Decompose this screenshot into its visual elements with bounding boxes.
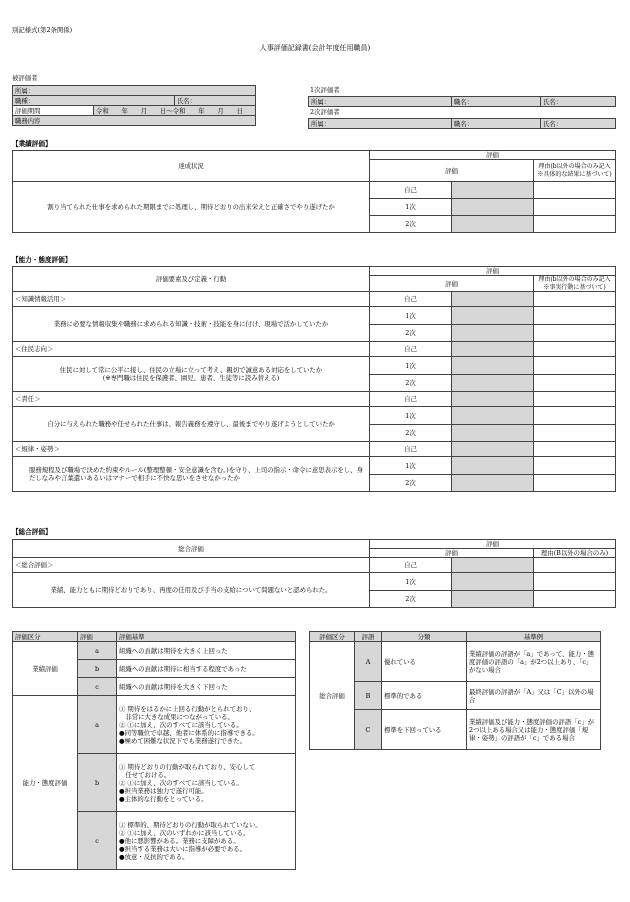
- row-self: 自己: [370, 442, 452, 457]
- h-standard: 評価基準: [117, 632, 296, 642]
- abil-category: 能力・態度評価: [13, 696, 78, 870]
- standard-line: ●担当する業務は大いに指導が必要である。: [119, 844, 246, 853]
- row-second: 2次: [370, 425, 452, 442]
- reason-second[interactable]: [534, 591, 616, 608]
- overall-section-title: 【総合評価】: [12, 528, 52, 536]
- second-evaluator-name[interactable]: 氏名：: [541, 119, 616, 129]
- standard-line: ② ①に加え、次のいずれかに該当している。: [119, 828, 250, 837]
- row-first: 1次: [370, 407, 452, 425]
- reason-second[interactable]: [534, 216, 616, 233]
- h-category: 評価区分: [13, 632, 78, 642]
- item-text: 服務規程及び職場で決めた約束やルール(整理整頓・安全意識を含む。)を守り、上司の指示・命令に意思表示をし、身だしなみや言葉遣いあるいはマナーで相手に不快な思いをさせなかったか: [13, 457, 370, 492]
- perf-category: 業績評価: [13, 642, 78, 696]
- row-first: 1次: [370, 573, 452, 591]
- rating-second[interactable]: [452, 475, 534, 492]
- abil-standard-c: [117, 812, 296, 870]
- col-reason: 理由(b以外の場合のみ記入 ※事実行動に基づいて): [534, 276, 616, 292]
- col-overall: 総合評価: [13, 540, 370, 558]
- row-second: 2次: [370, 216, 452, 233]
- rating-second[interactable]: [452, 375, 534, 392]
- reason-self[interactable]: [534, 342, 616, 357]
- row-second: 2次: [370, 375, 452, 392]
- row-first: 1次: [370, 199, 452, 216]
- first-evaluator-name[interactable]: 氏名：: [541, 97, 616, 107]
- item-text: 業務に必要な情報収集や職務に求められる知識・技術・技能を身に付け、現場で活かしていたか: [13, 307, 370, 342]
- standard-line: ●担当業務は独力で遂行可能。: [119, 786, 208, 795]
- first-evaluator-position[interactable]: 職名：: [452, 97, 541, 107]
- h-category: 評価区分: [310, 632, 355, 642]
- second-evaluator-affiliation[interactable]: 所属：: [309, 119, 452, 129]
- standard-line: ② ①に加え、次のすべてに該当している。: [119, 778, 243, 787]
- criteria-right-table: [309, 631, 601, 750]
- row-first: 1次: [370, 357, 452, 375]
- criteria-left-table: [12, 631, 296, 870]
- h-rating: 評語: [355, 632, 382, 642]
- perf-rating-b: b: [78, 660, 117, 678]
- col-eval: 評価: [370, 540, 616, 549]
- reason-self[interactable]: [534, 442, 616, 457]
- perf-standard-b: 組織への貢献は期待に相当する程度であった: [117, 660, 296, 678]
- ability-section-title: 【能力・態度評価】: [12, 256, 72, 264]
- standard-line: 非常に大きな成果につながっている。: [119, 712, 234, 721]
- first-evaluator-table: [308, 96, 616, 107]
- rating-first[interactable]: [452, 573, 534, 591]
- row-self: 自己: [370, 392, 452, 407]
- reason-first[interactable]: [534, 407, 616, 425]
- rating-self[interactable]: [452, 392, 534, 407]
- standard-line: ●主体的な行動をとっている。: [119, 794, 208, 803]
- evaluatee-position[interactable]: 職種：: [13, 96, 175, 106]
- abil-standard-b: [117, 754, 296, 812]
- second-evaluator-position[interactable]: 職名：: [452, 119, 541, 129]
- overall-example-b: 最終評価の評語が「A」又は「C」以外の場合: [467, 682, 601, 710]
- reason-self[interactable]: [534, 292, 616, 307]
- row-self: 自己: [370, 292, 452, 307]
- perf-rating-c: c: [78, 678, 117, 696]
- reason-first[interactable]: [534, 573, 616, 591]
- evaluatee-name[interactable]: 氏名：: [175, 96, 256, 106]
- reason-first[interactable]: [534, 357, 616, 375]
- rating-self[interactable]: [452, 558, 534, 573]
- abil-rating-b: b: [78, 754, 117, 812]
- row-first: 1次: [370, 457, 452, 475]
- item-name: ＜責任＞: [13, 392, 370, 407]
- standard-line: ② ①に加え、次のすべてに該当している。: [119, 720, 243, 729]
- col-rating: 評価: [370, 549, 534, 558]
- reason-first[interactable]: [534, 307, 616, 325]
- rating-self[interactable]: [452, 442, 534, 457]
- col-criteria: 評価要素及び定義・行動: [13, 267, 370, 292]
- row-second: 2次: [370, 591, 452, 608]
- standard-line: ① 期待どおりの行動が取られており、安心して: [119, 762, 256, 771]
- overall-table: [12, 539, 616, 608]
- reason-first[interactable]: [534, 199, 616, 216]
- second-evaluator-heading: 2次評価者: [310, 108, 340, 116]
- reason-second[interactable]: [534, 375, 616, 392]
- standard-line: ① 標準的、期待どおりの行動が取られていない。: [119, 820, 262, 829]
- row-self: 自己: [370, 182, 452, 199]
- document-title: 人事評価記録書(会計年度任用職員): [259, 44, 371, 52]
- first-evaluator-heading: 1次評価者: [310, 86, 340, 94]
- reason-second[interactable]: [534, 475, 616, 492]
- item-name: ＜住民志向＞: [13, 342, 370, 357]
- standard-line: ① 期待をはるかに上回る行動がとられており、: [119, 704, 256, 713]
- form-number: 別記様式(第2条関係): [12, 26, 73, 34]
- row-second: 2次: [370, 475, 452, 492]
- item-name: ＜規律・姿勢＞: [13, 442, 370, 457]
- standard-line: ●他に悪影響がある。業務に支障がある。: [119, 836, 240, 845]
- evaluatee-affiliation[interactable]: 所属：: [13, 86, 256, 96]
- overall-class-c: 標準を下回っている: [382, 710, 467, 750]
- rating-first[interactable]: [452, 307, 534, 325]
- col-reason: 理由(b以外の場合のみ記入 ※具体的な結果に基づいて): [534, 160, 616, 182]
- overall-item-name: ＜総合評価＞: [13, 558, 370, 573]
- standard-line: ●極めて困難な状況下でも業務遂行できた。: [119, 736, 246, 745]
- overall-rating-c: C: [355, 710, 382, 750]
- overall-example-c: 業績評価及び能力・態度評価の評語「c」が2つ以上ある場合又は能力・態度評価「規律・姿勢」の評語が「c」である場合: [467, 710, 601, 750]
- item-name: ＜知識情報活用＞: [13, 292, 370, 307]
- rating-first[interactable]: [452, 407, 534, 425]
- rating-second[interactable]: [452, 216, 534, 233]
- overall-rating-a: A: [355, 642, 382, 682]
- rating-second[interactable]: [452, 425, 534, 442]
- standard-line: ●放意・反抗的である。: [119, 852, 189, 861]
- reason-second[interactable]: [534, 425, 616, 442]
- evaluatee-duties[interactable]: 職務内容: [13, 116, 256, 126]
- overall-rating-b: B: [355, 682, 382, 710]
- h-rating: 評価: [78, 632, 117, 642]
- rating-self[interactable]: [452, 292, 534, 307]
- rating-self[interactable]: [452, 342, 534, 357]
- reason-second[interactable]: [534, 325, 616, 342]
- period-value[interactable]: 令和 年 月 日～令和 年 月 日: [94, 106, 256, 116]
- h-example: 基準例: [467, 632, 601, 642]
- overall-class-b: 標準的である: [382, 682, 467, 710]
- rating-second[interactable]: [452, 591, 534, 608]
- rating-first[interactable]: [452, 199, 534, 216]
- col-rating: 評価: [370, 276, 534, 292]
- col-eval: 評価: [370, 267, 616, 276]
- rating-first[interactable]: [452, 457, 534, 475]
- performance-section-title: 【業績評価】: [12, 140, 52, 148]
- reason-self[interactable]: [534, 182, 616, 199]
- evaluatee-table: [12, 85, 256, 126]
- performance-description: 割り当てられた仕事を求められた期限までに処理し、期待どおりの出来栄えと正確さでやり遂げたか: [13, 182, 370, 233]
- col-status: 達成状況: [13, 151, 370, 182]
- h-class: 分類: [382, 632, 467, 642]
- performance-table: [12, 150, 616, 233]
- perf-standard-c: 組織への貢献は期待を大きく下回った: [117, 678, 296, 696]
- item-text: 住民に対して常に公平に接し、住民の立場に立って考え、親切で誠意ある対応をしていたか (※専門職は住民を保護者、園児、患者、生徒等に読み替える): [13, 357, 370, 392]
- evaluatee-heading: 被評価者: [12, 74, 38, 82]
- rating-first[interactable]: [452, 357, 534, 375]
- row-self: 自己: [370, 342, 452, 357]
- overall-text: 業績、能力ともに期待どおりであり、再度の任用及び手当の支給について問題ないと認められた。: [13, 573, 370, 608]
- overall-category: 総合評価: [310, 642, 355, 750]
- item-text: 自分に与えられた職務や任せられた仕事は、報告義務を遵守し、最後までやり遂げようとしていたか: [13, 407, 370, 442]
- overall-class-a: 優れている: [382, 642, 467, 682]
- col-reason: 理由(B以外の場合のみ): [534, 549, 616, 558]
- overall-example-a: 業績評価の評語が「a」であって、能力・態度評価の評語の「a」が2つ以上あり、「c」がない場合: [467, 642, 601, 682]
- period-label: 評価期間: [13, 106, 94, 116]
- rating-self[interactable]: [452, 182, 534, 199]
- rating-second[interactable]: [452, 325, 534, 342]
- perf-standard-a: 組織への貢献は期待を大きく上回った: [117, 642, 296, 660]
- abil-rating-c: c: [78, 812, 117, 870]
- perf-rating-a: a: [78, 642, 117, 660]
- reason-self[interactable]: [534, 558, 616, 573]
- ability-table: [12, 266, 616, 492]
- row-self: 自己: [370, 558, 452, 573]
- col-eval: 評価: [370, 151, 616, 160]
- row-second: 2次: [370, 325, 452, 342]
- first-evaluator-affiliation[interactable]: 所属：: [309, 97, 452, 107]
- abil-standard-a: [117, 696, 296, 754]
- abil-rating-a: a: [78, 696, 117, 754]
- standard-line: ●同等職位で卓越、他者に体系的に指導できる。: [119, 728, 259, 737]
- row-first: 1次: [370, 307, 452, 325]
- standard-line: 任せておける。: [119, 770, 171, 779]
- second-evaluator-table: [308, 118, 616, 129]
- reason-self[interactable]: [534, 392, 616, 407]
- col-rating: 評価: [370, 160, 534, 182]
- reason-first[interactable]: [534, 457, 616, 475]
